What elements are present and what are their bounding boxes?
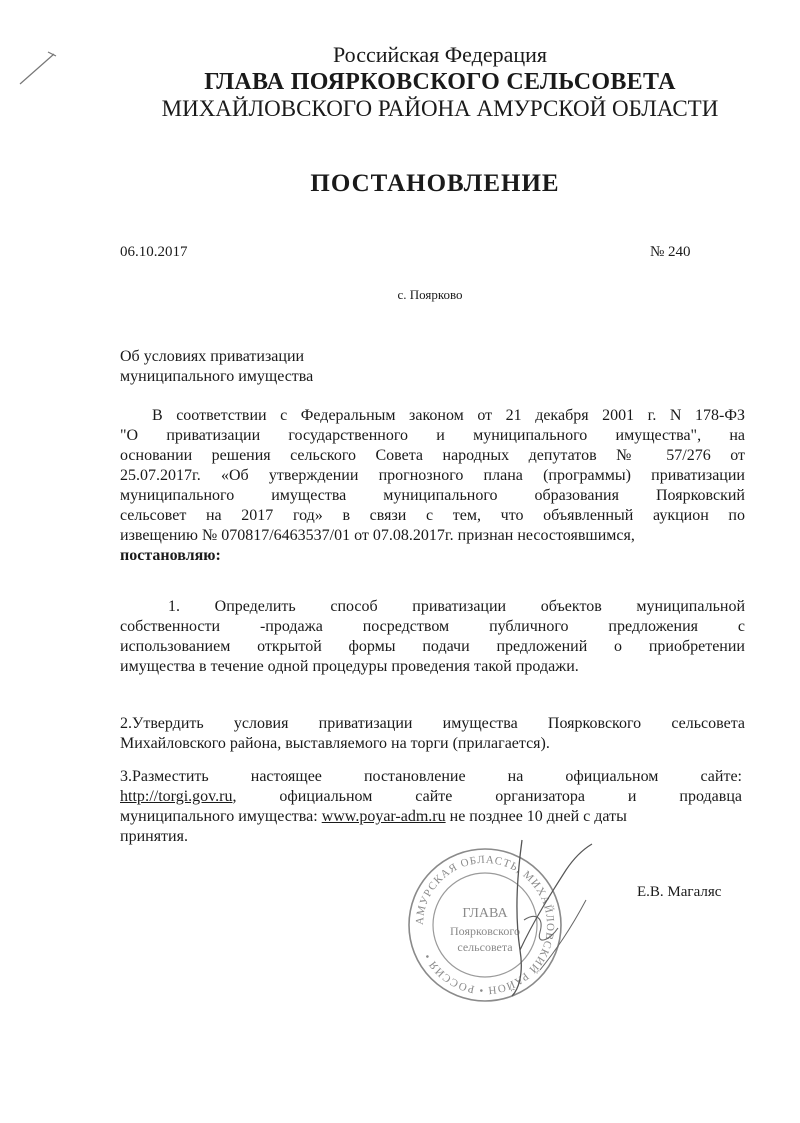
item-3-line: принятия. (120, 828, 188, 845)
item-1-line: собственности -продажа посредством публичного предложения с (120, 618, 745, 635)
item-1 (120, 597, 745, 677)
item-3-line (120, 787, 742, 807)
document-place: с. Поярково (397, 287, 463, 302)
header-country: Российская Федерация (332, 42, 548, 67)
torgi-link[interactable]: http://torgi.gov.ru (120, 788, 233, 805)
decree-word: постановляю: (120, 547, 221, 564)
subject-line: Об условиях приватизации (120, 348, 305, 365)
preamble-line: основании решения сельского Совета народных депутатов № 57/276 от (120, 447, 745, 464)
item-1-line: использованием открытой формы подачи предложений о приобретении (120, 638, 745, 655)
header-district: МИХАЙЛОВСКОГО РАЙОНА АМУРСКОЙ ОБЛАСТИ (161, 96, 719, 121)
item-3-line-text: не позднее 10 дней с даты (445, 808, 627, 825)
item-3-line-text: муниципального имущества: (120, 808, 322, 825)
document-subject (120, 347, 313, 387)
stamp-center-line: Поярковского (450, 924, 520, 938)
document-date: 06.10.2017 (120, 244, 188, 260)
poyar-adm-link[interactable]: www.poyar-adm.ru (321, 808, 446, 825)
item-3 (120, 767, 742, 847)
item-3-line: 3.Разместить настоящее постановление на официальном сайте: (120, 768, 742, 785)
document-number: № 240 (650, 244, 691, 260)
item-3-line-text: , официальном сайте организатора и продавца (232, 788, 742, 805)
item-2 (120, 714, 745, 754)
preamble-line: извещению № 070817/6463537/01 от 07.08.2017г. признан несостоявшимся, (120, 527, 635, 544)
item-3-line (120, 807, 742, 827)
item-2-line: 2.Утвердить условия приватизации имущества Поярковского сельсовета (120, 715, 745, 732)
preamble-line: В соответствии с Федеральным законом от 21 декабря 2001 г. N 178-ФЗ (152, 407, 745, 424)
preamble-line: 25.07.2017г. «Об утверждении прогнозного плана (программы) приватизации (120, 467, 745, 484)
header-authority: ГЛАВА ПОЯРКОВСКОГО СЕЛЬСОВЕТА (204, 69, 676, 95)
document-title: ПОСТАНОВЛЕНИЕ (310, 170, 560, 197)
signer-name: Е.В. Магаляс (637, 884, 722, 900)
stamp-center-line: сельсовета (457, 940, 513, 954)
subject-line: муниципального имущества (120, 368, 314, 385)
preamble-line: "О приватизации государственного и муниципального имущества", на (120, 427, 745, 444)
preamble-line: сельсовет на 2017 год» в связи с тем, что объявленный аукцион по (120, 507, 745, 524)
stamp-ring-text: АМУРСКАЯ ОБЛАСТЬ, МИХАЙЛОВСКИЙ РАЙОН • РОССИЯ • (413, 853, 557, 997)
handwritten-signature (500, 800, 610, 1000)
item-2-line: Михайловского района, выставляемого на торги (прилагается). (120, 735, 550, 752)
preamble-line: муниципального имущества муниципального образования Поярковский (120, 487, 745, 504)
item-1-line: 1. Определить способ приватизации объектов муниципальной (168, 598, 745, 615)
preamble-paragraph (120, 406, 745, 566)
item-1-line: имущества в течение одной процедуры проведения такой продажи. (120, 658, 579, 675)
stamp-center-line: ГЛАВА (462, 906, 508, 921)
